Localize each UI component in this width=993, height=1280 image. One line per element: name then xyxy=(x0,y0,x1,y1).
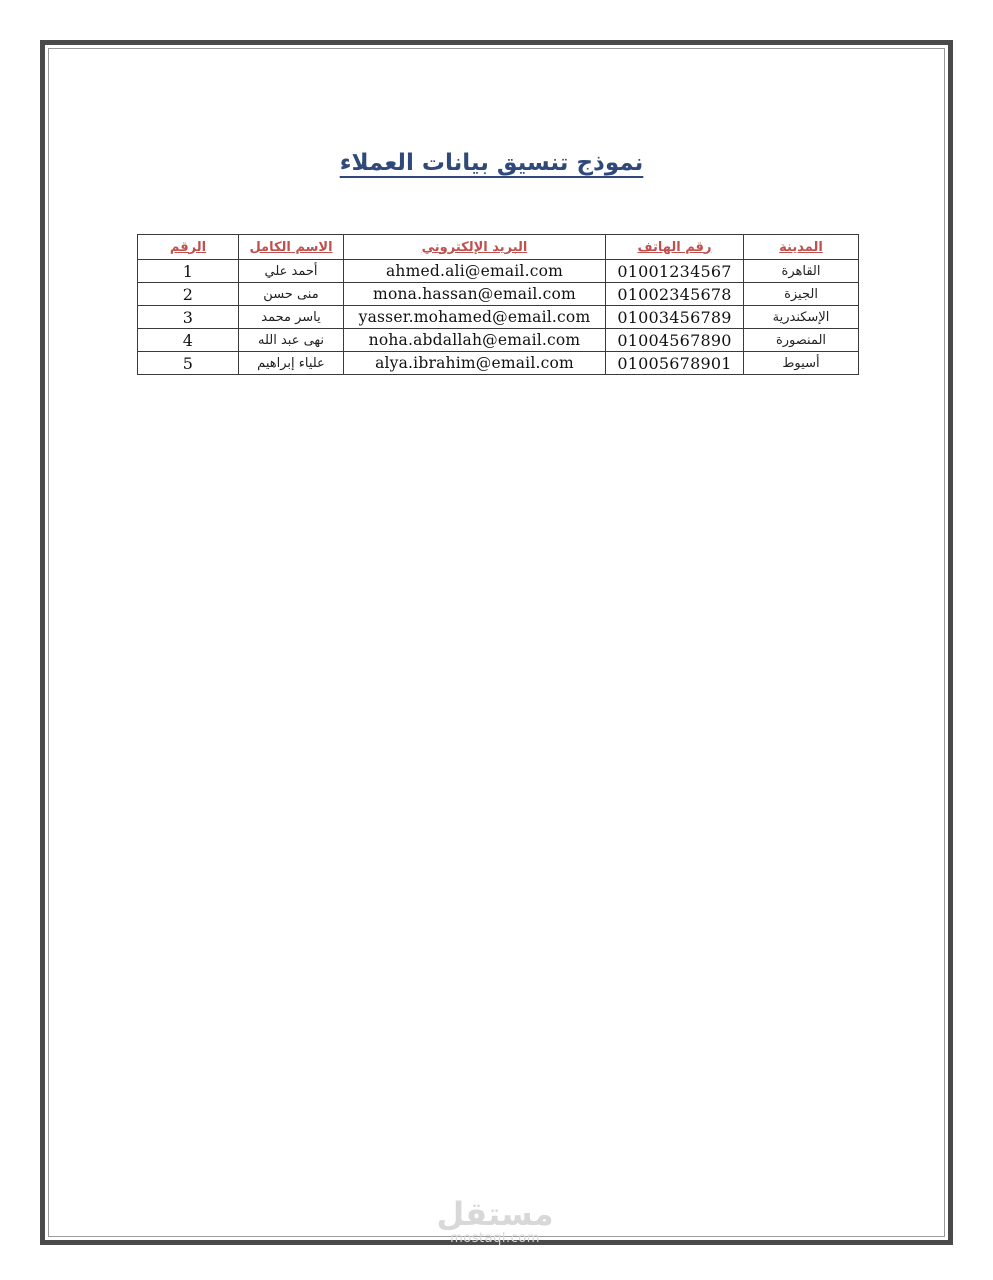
cell-full-name: ياسر محمد xyxy=(239,306,344,329)
mostaql-watermark xyxy=(430,1196,560,1246)
table-row xyxy=(138,283,859,306)
cell-email: noha.abdallah@email.com xyxy=(344,329,606,352)
cell-full-name: منى حسن xyxy=(239,283,344,306)
cell-email: alya.ibrahim@email.com xyxy=(344,352,606,375)
cell-city: أسيوط xyxy=(744,352,859,375)
cell-email: yasser.mohamed@email.com xyxy=(344,306,606,329)
page-border-frame xyxy=(40,40,953,1245)
header-email: البريد الإلكتروني xyxy=(344,235,606,260)
cell-phone: 01005678901 xyxy=(606,352,744,375)
cell-full-name: علياء إبراهيم xyxy=(239,352,344,375)
header-number: الرقم xyxy=(138,235,239,260)
document-title: نموذج تنسيق بيانات العملاء xyxy=(339,150,644,176)
table-header-row xyxy=(138,235,859,260)
cell-number: 2 xyxy=(138,283,239,306)
table-row xyxy=(138,260,859,283)
cell-number: 1 xyxy=(138,260,239,283)
watermark-latin: mostaql.com xyxy=(450,1231,540,1246)
cell-phone: 01003456789 xyxy=(606,306,744,329)
table-row xyxy=(138,352,859,375)
watermark-arabic: مستقل xyxy=(436,1195,554,1233)
header-phone: رقم الهاتف xyxy=(606,235,744,260)
customer-data-table xyxy=(137,234,859,375)
table-row xyxy=(138,329,859,352)
cell-phone: 01004567890 xyxy=(606,329,744,352)
cell-city: الإسكندرية xyxy=(744,306,859,329)
cell-full-name: أحمد علي xyxy=(239,260,344,283)
cell-full-name: نهى عبد الله xyxy=(239,329,344,352)
cell-number: 5 xyxy=(138,352,239,375)
header-city: المدينة xyxy=(744,235,859,260)
cell-city: المنصورة xyxy=(744,329,859,352)
cell-email: mona.hassan@email.com xyxy=(344,283,606,306)
header-full-name: الاسم الكامل xyxy=(239,235,344,260)
cell-email: ahmed.ali@email.com xyxy=(344,260,606,283)
table-row xyxy=(138,306,859,329)
cell-phone: 01002345678 xyxy=(606,283,744,306)
cell-number: 4 xyxy=(138,329,239,352)
document-title-wrapper xyxy=(0,150,993,176)
cell-city: الجيزة xyxy=(744,283,859,306)
cell-number: 3 xyxy=(138,306,239,329)
cell-city: القاهرة xyxy=(744,260,859,283)
cell-phone: 01001234567 xyxy=(606,260,744,283)
